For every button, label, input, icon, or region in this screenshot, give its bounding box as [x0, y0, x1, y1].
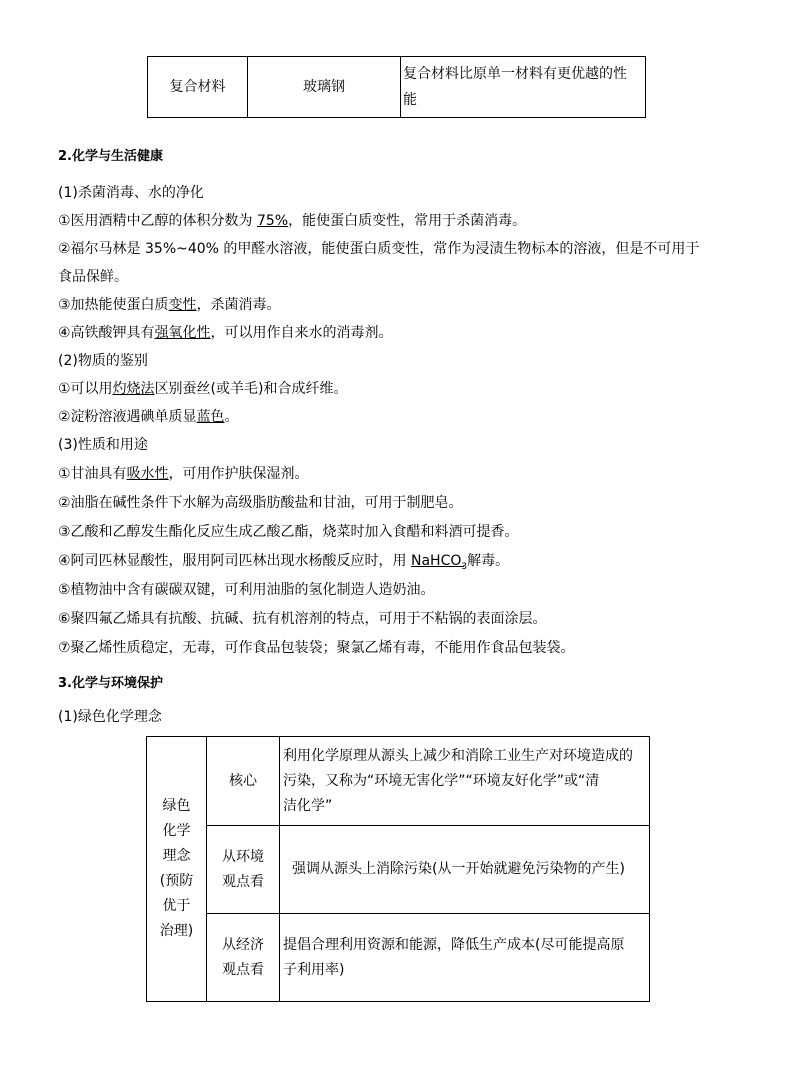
text: 解毒。: [467, 553, 510, 569]
text: 。: [224, 409, 239, 425]
list-item: [58, 551, 509, 571]
list-item: ⑥聚四氟乙烯具有抗酸、抗碱、抗有机溶剂的特点，可用于不粘锅的表面涂层。: [58, 611, 547, 627]
table-row: [148, 57, 646, 118]
text: ①甘油具有: [58, 466, 127, 482]
label-cell: [207, 914, 280, 1002]
label-cell: [207, 826, 280, 914]
subsection-heading: (2)物质的鉴别: [58, 353, 148, 369]
table-cell-description: [401, 57, 646, 118]
underlined-answer: 75%: [257, 213, 289, 229]
table-cell-category: 复合材料: [148, 57, 248, 118]
list-item: ②油脂在碱性条件下水解为高级脂肪酸盐和甘油，可用于制肥皂。: [58, 495, 463, 511]
table-cell-example: 玻璃钢: [248, 57, 401, 118]
underlined-answer: 灼烧法: [112, 381, 155, 397]
row-header-line: 化学: [162, 823, 191, 839]
label-line: 从环境: [222, 848, 264, 865]
text: 区别蚕丝(或羊毛)和合成纤维。: [154, 381, 348, 397]
table-row: [147, 826, 650, 914]
formula: NaHCO: [411, 553, 462, 569]
table-row: [147, 914, 650, 1002]
row-header-line: (预防: [159, 873, 194, 889]
content-cell: [280, 826, 650, 914]
row-header-line: 治理): [159, 923, 194, 939]
text: ，杀菌消毒。: [196, 297, 281, 313]
list-item: ③乙酸和乙醇发生酯化反应生成乙酸乙酯，烧菜时加入食醋和料酒可提香。: [58, 524, 519, 540]
label-line: 观点看: [222, 873, 264, 890]
text: ，可用作护肤保湿剂。: [168, 466, 309, 482]
row-header-line: 优于: [162, 898, 191, 914]
list-item: [58, 295, 281, 315]
list-item: [58, 407, 239, 427]
text: ②淀粉溶液遇碘单质显: [58, 409, 197, 425]
subscript: 3: [461, 561, 468, 572]
underlined-answer: [411, 553, 468, 572]
list-item: ⑦聚乙烯性质稳定，无毒，可作食品包装袋；聚氯乙烯有毒，不能用作食品包装袋。: [58, 640, 575, 656]
text: ③加热能使蛋白质: [58, 297, 169, 313]
text: ①医用酒精中乙醇的体积分数为: [58, 213, 258, 229]
label-line: 核心: [229, 772, 257, 789]
list-item: [58, 379, 348, 399]
section-title-2: 2.化学与生活健康: [58, 149, 163, 164]
text: ，可以用作自来水的消毒剂。: [210, 325, 393, 341]
content-line: 提倡合理利用资源和能源，降低生产成本(尽可能提高原: [283, 936, 625, 953]
composite-material-table: [147, 56, 646, 118]
green-chemistry-table: [146, 736, 650, 1002]
underlined-answer: 变性: [168, 297, 197, 313]
list-item: [58, 323, 393, 343]
label-cell: [207, 737, 280, 826]
subsection-heading: (1)杀菌消毒、水的净化: [58, 185, 204, 201]
text: ，能使蛋白质变性，常用于杀菌消毒。: [288, 213, 527, 229]
list-item-continuation: 食品保鲜。: [58, 269, 128, 285]
list-item: [58, 464, 309, 484]
list-item: [58, 211, 526, 231]
content-line: 子利用率): [283, 961, 345, 978]
underlined-answer: 强氧化性: [154, 325, 211, 341]
label-line: 观点看: [222, 961, 264, 978]
label-line: 从经济: [222, 936, 264, 953]
text: ④高铁酸钾具有: [58, 325, 155, 341]
content-line: 污染，又称为“环境无害化学”“环境友好化学”或“清: [283, 772, 600, 789]
content-cell: [280, 737, 650, 826]
text: ①可以用: [58, 381, 113, 397]
section-title-3: 3.化学与环境保护: [58, 676, 163, 691]
row-header-cell: [147, 737, 207, 1002]
table-row: [147, 737, 650, 826]
list-item: ⑤植物油中含有碳碳双键，可利用油脂的氢化制造人造奶油。: [58, 582, 435, 598]
underlined-answer: 蓝色: [196, 409, 225, 425]
underlined-answer: 吸水性: [126, 466, 169, 482]
row-header-line: 理念: [162, 848, 191, 864]
subsection-heading: (1)绿色化学理念: [58, 709, 162, 725]
content-line: 利用化学原理从源头上减少和消除工业生产对环境造成的: [283, 747, 633, 764]
text: ④阿司匹林显酸性，服用阿司匹林出现水杨酸反应时，用: [58, 553, 411, 569]
content-line: 洁化学”: [283, 797, 333, 814]
row-header-line: 绿色: [162, 798, 191, 814]
list-item: ②福尔马林是 35%~40% 的甲醛水溶液，能使蛋白质变性，常作为浸渍生物标本的溶液，但是不可用于: [58, 241, 700, 257]
content-line: 强调从源头上消除污染(从一开始就避免污染物的产生): [292, 861, 625, 877]
description-line: 能: [403, 92, 417, 108]
subsection-heading: (3)性质和用途: [58, 437, 148, 453]
description-line: 复合材料比原单一材料有更优越的性: [403, 66, 627, 82]
content-cell: [280, 914, 650, 1002]
